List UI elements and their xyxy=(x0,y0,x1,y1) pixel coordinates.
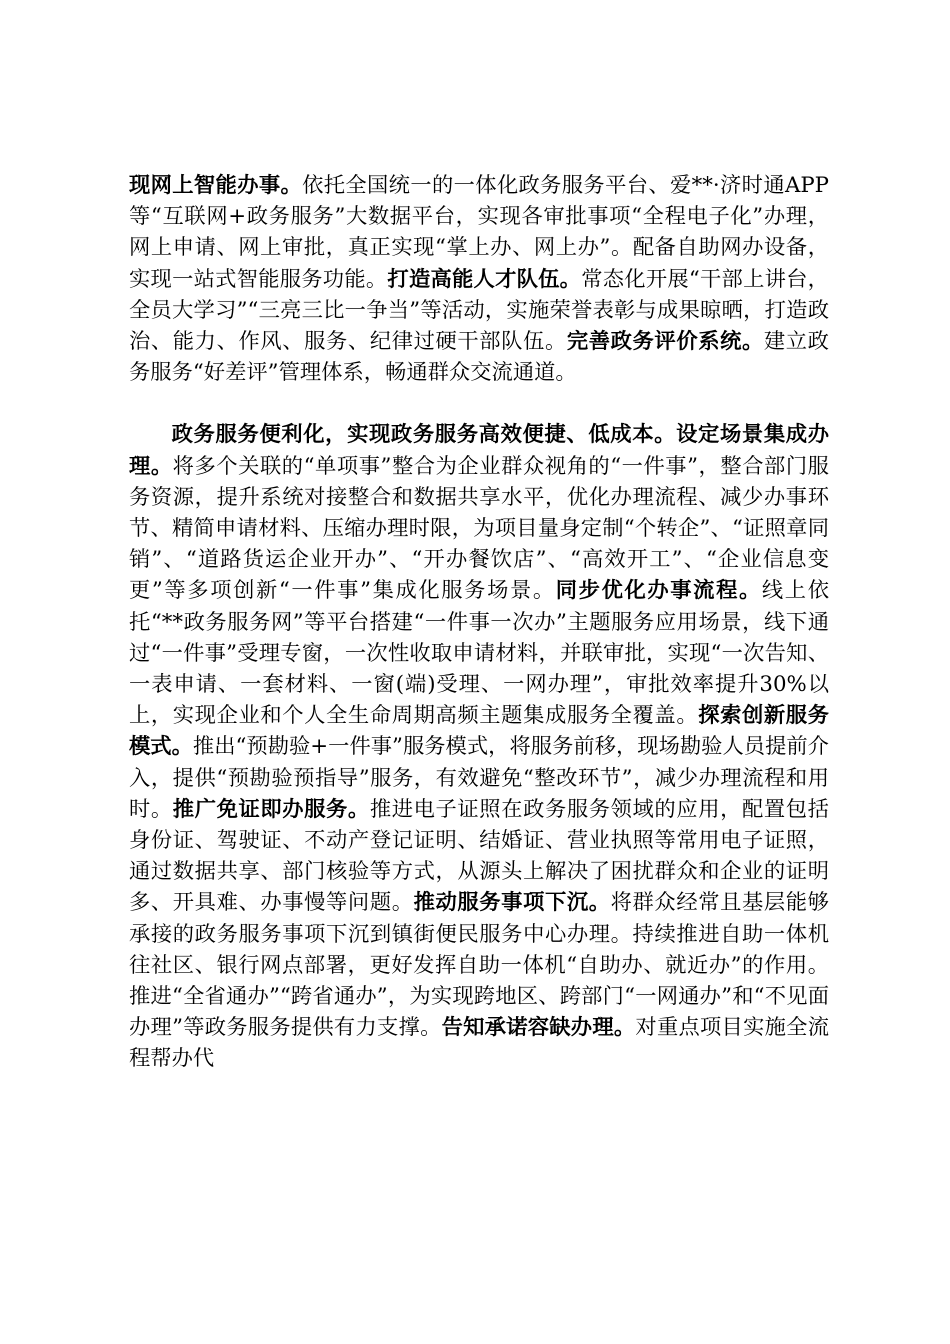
body-text: 常态化开展“干部上讲台，全员大学习”“三亮三比一争当”等活动，实施荣誉表彰与成果晾晒，打造政治、能力、作风、服务、纪律过硬干部队伍。 xyxy=(129,266,829,355)
heading-optimize-process: 同步优化办事流程。 xyxy=(555,578,762,604)
heading-talent-team: 打造高能人才队伍。 xyxy=(387,266,582,292)
body-text: 对重点项目实施全流程帮办代 xyxy=(129,1015,829,1072)
heading-service-sinking: 推动服务事项下沉。 xyxy=(413,890,611,916)
heading-evaluation-system: 完善政务评价系统。 xyxy=(566,329,764,355)
body-text: 推进电子证照在政务服务领域的应用，配置包括身份证、驾驶证、不动产登记证明、结婚证、营业执照等常用电子证照，通过数据共享、部门核验等方式，从源头上解决了困扰群众和企业的证明多、开具难、办事慢等问题。 xyxy=(129,796,829,916)
heading-smart-online-service: 现网上智能办事。 xyxy=(129,173,303,198)
paragraph-online-services xyxy=(129,170,829,388)
body-text: 推出“预勘验+一件事”服务模式，将服务前移，现场勘验人员提前介入，提供“预勘验预指导”服务，有效避免“整改环节”，减少办理流程和用时。 xyxy=(129,734,829,822)
document-page xyxy=(129,170,829,1075)
body-text: 将多个关联的“单项事”整合为企业群众视角的“一件事”，整合部门服务资源，提升系统对接整合和数据共享水平，优化办理流程、减少办事环节、精简申请材料、压缩办理时限，为项目量身定制“个转企”、“证照章同销”、“道路货运企业开办”、“开办餐饮店”、“高效开工”、“企业信息变更”等多项创新“一件事”集成化服务场景。 xyxy=(129,453,829,604)
body-text: 将群众经常且基层能够承接的政务服务事项下沉到镇街便民服务中心办理。持续推进自助一体机往社区、银行网点部署，更好发挥自助一体机“自助办、就近办”的作用。推进“全省通办”“跨省通办”，为实现跨地区、跨部门“一网通办”和“不见面办理”等政务服务提供有力支撑。 xyxy=(129,890,829,1041)
heading-commitment-handling: 告知承诺容缺办理。 xyxy=(441,1015,636,1041)
heading-certificate-free: 推广免证即办服务。 xyxy=(172,796,370,822)
heading-service-convenience: 政务服务便利化，实现政务服务高效便捷、低成本。设定场景集成办理。 xyxy=(129,422,829,479)
body-text: 线上依托“**政务服务网”等平台搭建“一件事一次办”主题服务应用场景，线下通过“一件事”受理专窗，一次性收取申请材料，并联审批，实现“一次告知、一表申请、一套材料、一窗(端)受理、一网办理”，审批效率提升30%以上，实现企业和个人全生命周期高频主题集成服务全覆盖。 xyxy=(129,578,829,729)
paragraph-service-convenience xyxy=(129,419,829,1074)
body-text: 建立政务服务“好差评”管理体系，畅通群众交流通道。 xyxy=(129,329,829,386)
body-text: 依托全国统一的一体化政务服务平台、爱**·济时通APP等“互联网+政务服务”大数据平台，实现各审批事项“全程电子化”办理，网上申请、网上审批，真正实现“掌上办、网上办”。配备自助网办设备，实现一站式智能服务功能。 xyxy=(129,173,829,292)
heading-innovate-service-mode: 探索创新服务模式。 xyxy=(129,703,829,760)
